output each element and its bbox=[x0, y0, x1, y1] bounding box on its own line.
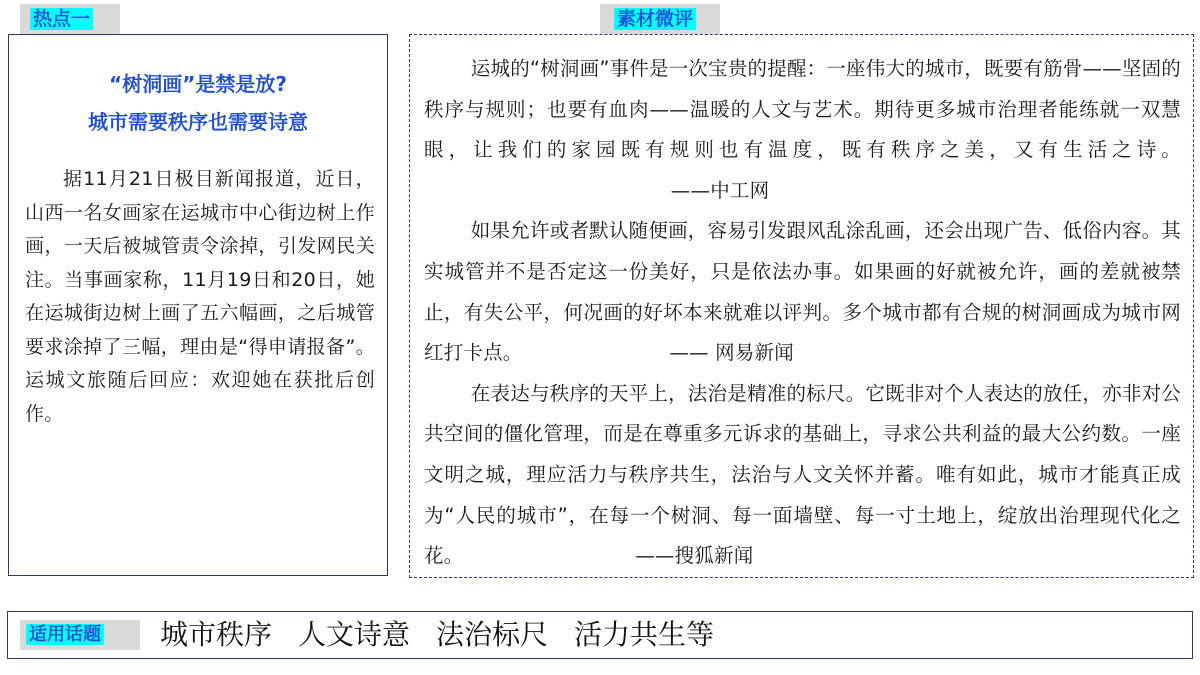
material-paragraph-text: 在表达与秩序的天平上，法治是精准的标尺。它既非对个人表达的放任，亦非对公共空间的僵化管理，而是在尊重多元诉求的基础上，寻求公共利益的最大公约数。一座文明之城，理应活力与秩序共生，法治与人文关怀并蓄。唯有如此，城市才能真正成为“人民的城市”，在每一个树洞、每一面墙壁、每一寸土地上，绽放出治理现代化之花。 bbox=[424, 381, 1181, 568]
hot-topic-title bbox=[9, 65, 387, 141]
topic-item: 活力共生等 bbox=[574, 618, 715, 651]
applicable-topics-bar bbox=[7, 611, 1193, 659]
material-paragraph-text: 运城的“树洞画”事件是一次宝贵的提醒：一座伟大的城市，既要有筋骨——坚固的秩序与规则；也要有血肉——温暖的人文与艺术。期待更多城市治理者能练就一双慧眼，让我们的家园既有规则也有温度，既有秩序之美，又有生活之诗。 bbox=[424, 57, 1181, 162]
material-paragraph-source: —— 网易新闻 bbox=[669, 341, 794, 365]
applicable-topics-tag bbox=[20, 620, 140, 650]
material-review-tag bbox=[600, 4, 720, 34]
material-paragraph bbox=[424, 49, 1181, 211]
topic-item: 人文诗意 bbox=[298, 618, 411, 651]
topic-item: 法治标尺 bbox=[436, 618, 549, 651]
topic-item: 城市秩序 bbox=[160, 618, 273, 651]
hot-topic-body: 据11月21日极目新闻报道，近日，山西一名女画家在运城市中心街边树上作画，一天后被城管责令涂掉，引发网民关注。当事画家称，11月19日和20日，她在运城街边树上画了五六幅画，之后城管要求涂掉了三幅，理由是“得申请报备”。运城文旅随后回应：欢迎她在获批后创作。 bbox=[25, 168, 375, 425]
applicable-topics-list bbox=[160, 618, 740, 652]
material-paragraph bbox=[424, 374, 1181, 577]
material-paragraph-source: ——搜狐新闻 bbox=[635, 544, 754, 568]
hot-topic-tag bbox=[20, 4, 120, 34]
hot-topic-tag-label: 热点一 bbox=[30, 8, 93, 30]
hot-topic-title-line1: “树洞画”是禁是放? bbox=[109, 72, 287, 96]
material-review-tag-label: 素材微评 bbox=[614, 8, 696, 30]
hot-topic-title-line2: 城市需要秩序也需要诗意 bbox=[88, 110, 308, 134]
material-paragraph bbox=[424, 211, 1181, 373]
material-review-panel bbox=[409, 34, 1194, 578]
material-paragraph-text: 如果允许或者默认随便画，容易引发跟风乱涂乱画，还会出现广告、低俗内容。其实城管并不是否定这一份美好，只是依法办事。如果画的好就被允许，画的差就被禁止，有失公平，何况画的好坏本来就难以评判。多个城市都有合规的树洞画成为城市网红打卡点。 bbox=[424, 219, 1181, 365]
hot-topic-panel bbox=[8, 34, 388, 576]
applicable-topics-tag-label: 适用话题 bbox=[26, 624, 104, 645]
material-paragraph-source: ——中工网 bbox=[670, 178, 770, 202]
